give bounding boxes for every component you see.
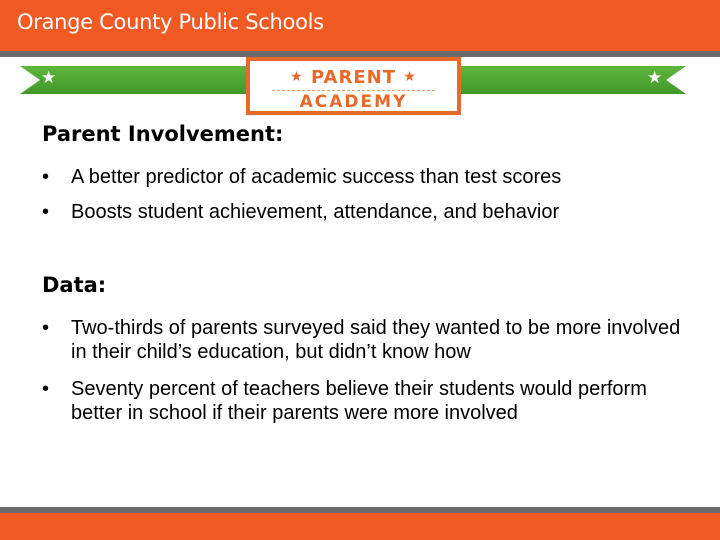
bullet-icon: •: [42, 378, 50, 400]
bullet-icon: •: [42, 201, 50, 223]
list-item-text: Two-thirds of parents surveyed said they wanted to be more involved in their child’s education, but didn’t know how: [71, 317, 681, 363]
header-bar: [0, 0, 720, 51]
list-item-text: Boosts student achievement, attendance, and behavior: [71, 201, 560, 223]
star-icon: ★: [41, 68, 57, 88]
list-item: [42, 200, 682, 224]
star-icon: ★: [647, 68, 663, 88]
bullet-icon: •: [42, 317, 50, 339]
parent-involvement-list: [42, 165, 682, 235]
list-item: [42, 377, 682, 425]
logo-word-parent: PARENT: [311, 67, 396, 88]
parent-academy-logo: [246, 57, 461, 115]
parent-involvement-heading: Parent Involvement:: [42, 122, 284, 146]
logo-divider: [272, 90, 435, 91]
list-item: [42, 316, 682, 364]
bullet-icon: •: [42, 166, 50, 188]
star-icon: ★: [290, 69, 304, 85]
data-list: [42, 316, 682, 438]
logo-line-parent: [250, 67, 457, 88]
data-heading: Data:: [42, 273, 107, 297]
school-district-title: Orange County Public Schools: [17, 10, 324, 34]
list-item-text: A better predictor of academic success than test scores: [71, 166, 562, 188]
logo-word-academy: ACADEMY: [299, 92, 408, 112]
star-icon: ★: [403, 69, 417, 85]
footer-bar: [0, 513, 720, 540]
list-item: [42, 165, 682, 189]
list-item-text: Seventy percent of teachers believe their students would perform better in school if their parents were more involved: [71, 378, 647, 424]
